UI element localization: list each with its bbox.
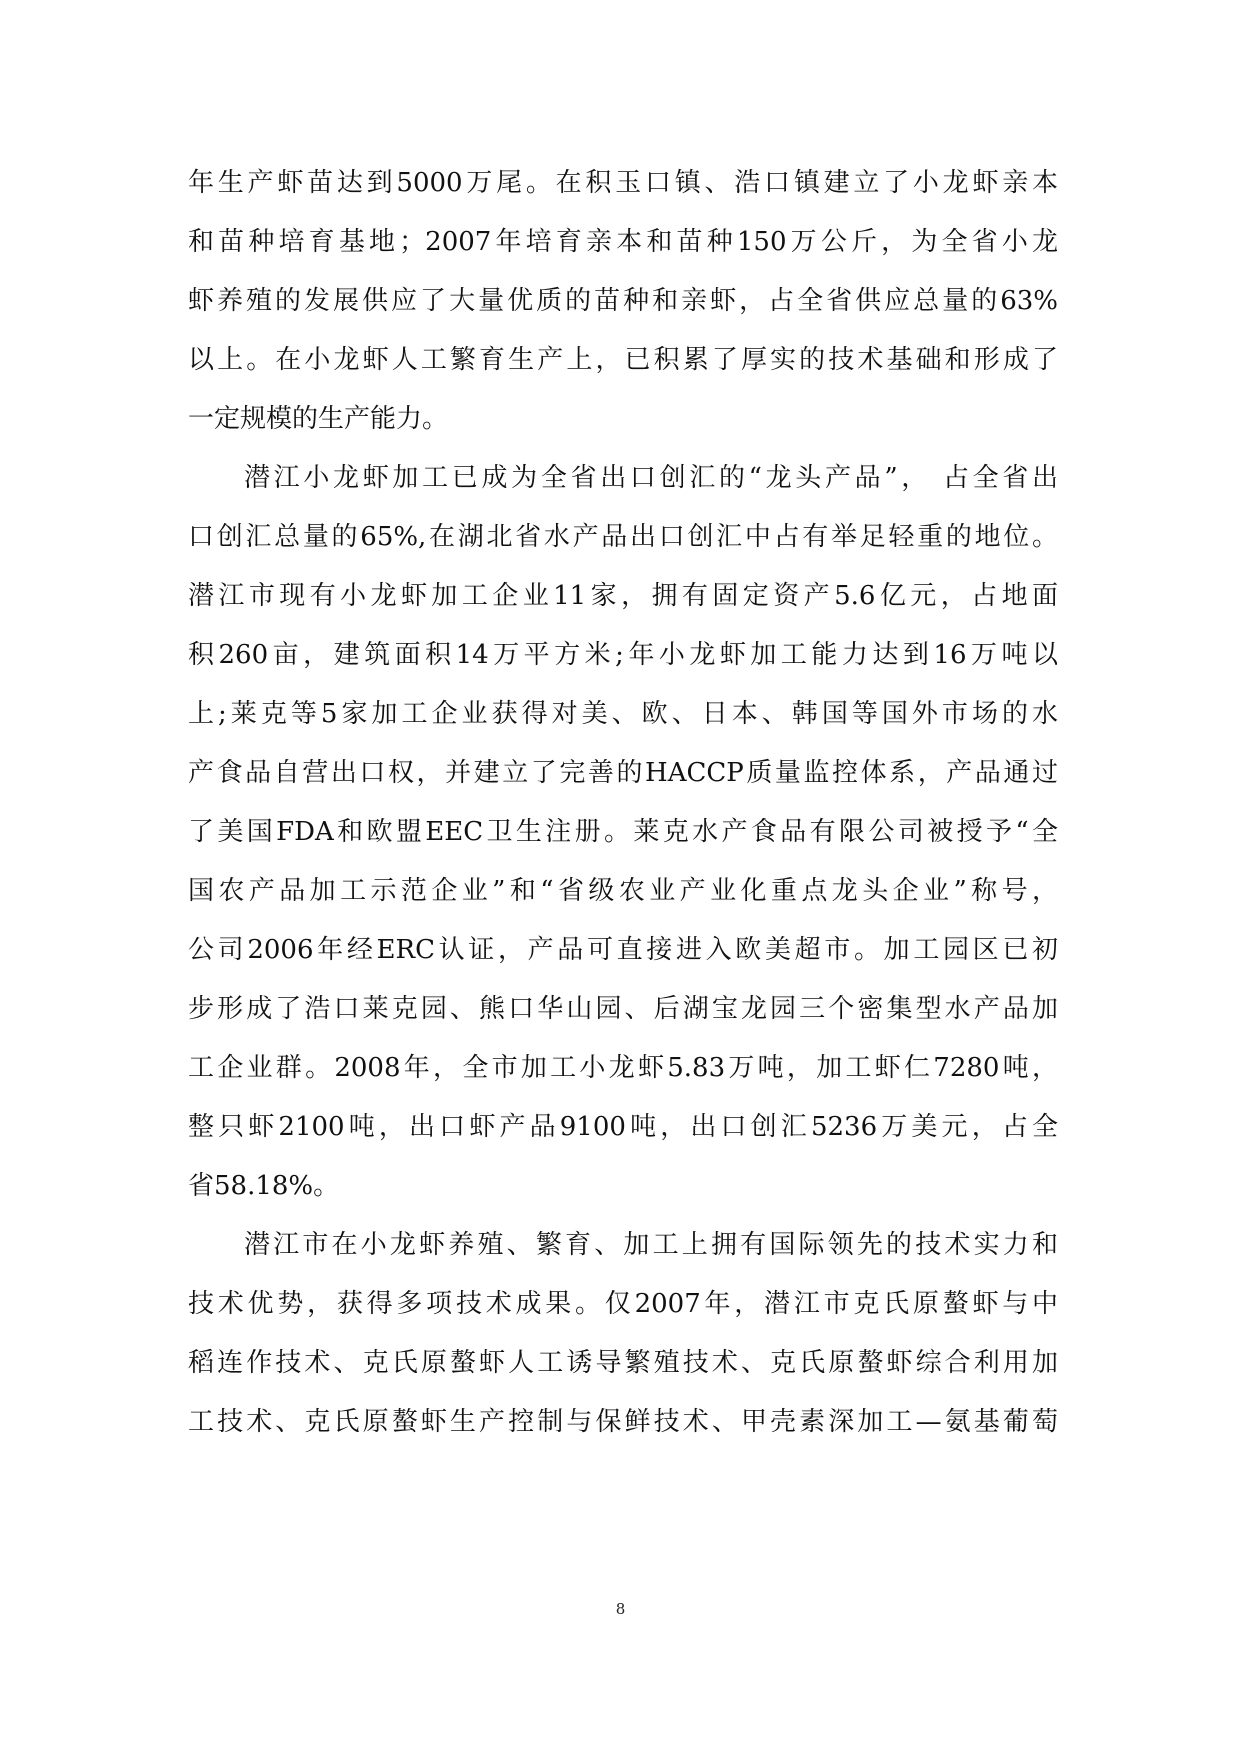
text-line: 口创汇总量的65%,在湖北省水产品出口创汇中占有举足轻重的地位。 [188,522,1058,552]
paragraph-1 [188,154,1058,449]
text-line: 潜江市现有小龙虾加工企业11家，拥有固定资产5.6亿元，占地面 [188,581,1058,611]
text-line: 虾养殖的发展供应了大量优质的苗种和亲虾，占全省供应总量的63% [188,286,1058,316]
text-line: 工企业群。2008年，全市加工小龙虾5.83万吨，加工虾仁7280吨， [188,1053,1058,1083]
text-line: 整只虾2100吨，出口虾产品9100吨，出口创汇5236万美元，占全 [188,1112,1058,1142]
text-line: 产食品自营出口权，并建立了完善的HACCP质量监控体系，产品通过 [188,758,1058,788]
text-line: 稻连作技术、克氏原螯虾人工诱导繁殖技术、克氏原螯虾综合利用加 [188,1348,1058,1378]
paragraph-3 [188,1216,1058,1452]
text-line: 积260亩，建筑面积14万平方米;年小龙虾加工能力达到16万吨以 [188,640,1058,670]
text-line: 以上。在小龙虾人工繁育生产上，已积累了厚实的技术基础和形成了 [188,345,1058,375]
paragraph-2 [188,449,1058,1216]
text-line: 技术优势，获得多项技术成果。仅2007年，潜江市克氏原螯虾与中 [188,1289,1058,1319]
text-line: 潜江市在小龙虾养殖、繁育、加工上拥有国际领先的技术实力和 [244,1230,1058,1260]
text-line: 步形成了浩口莱克园、熊口华山园、后湖宝龙园三个密集型水产品加 [188,994,1058,1024]
body-text [188,154,1058,1452]
text-line: 一定规模的生产能力。 [188,404,449,434]
text-line: 工技术、克氏原螯虾生产控制与保鲜技术、甲壳素深加工—氨基葡萄 [188,1407,1058,1437]
text-line: 上;莱克等5家加工企业获得对美、欧、日本、韩国等国外市场的水 [188,699,1058,729]
page-number: 8 [615,1600,626,1618]
text-line: 国农产品加工示范企业”和“省级农业产业化重点龙头企业”称号， [188,876,1058,906]
text-line: 年生产虾苗达到5000万尾。在积玉口镇、浩口镇建立了小龙虾亲本 [188,168,1058,198]
text-line: 了美国FDA和欧盟EEC卫生注册。莱克水产食品有限公司被授予“全 [188,817,1058,847]
text-line: 和苗种培育基地；2007年培育亲本和苗种150万公斤，为全省小龙 [188,227,1058,257]
text-line: 公司2006年经ERC认证，产品可直接进入欧美超市。加工园区已初 [188,935,1058,965]
text-line: 省58.18%。 [188,1171,340,1201]
text-line: 潜江小龙虾加工已成为全省出口创汇的“龙头产品”， 占全省出 [244,463,1058,493]
